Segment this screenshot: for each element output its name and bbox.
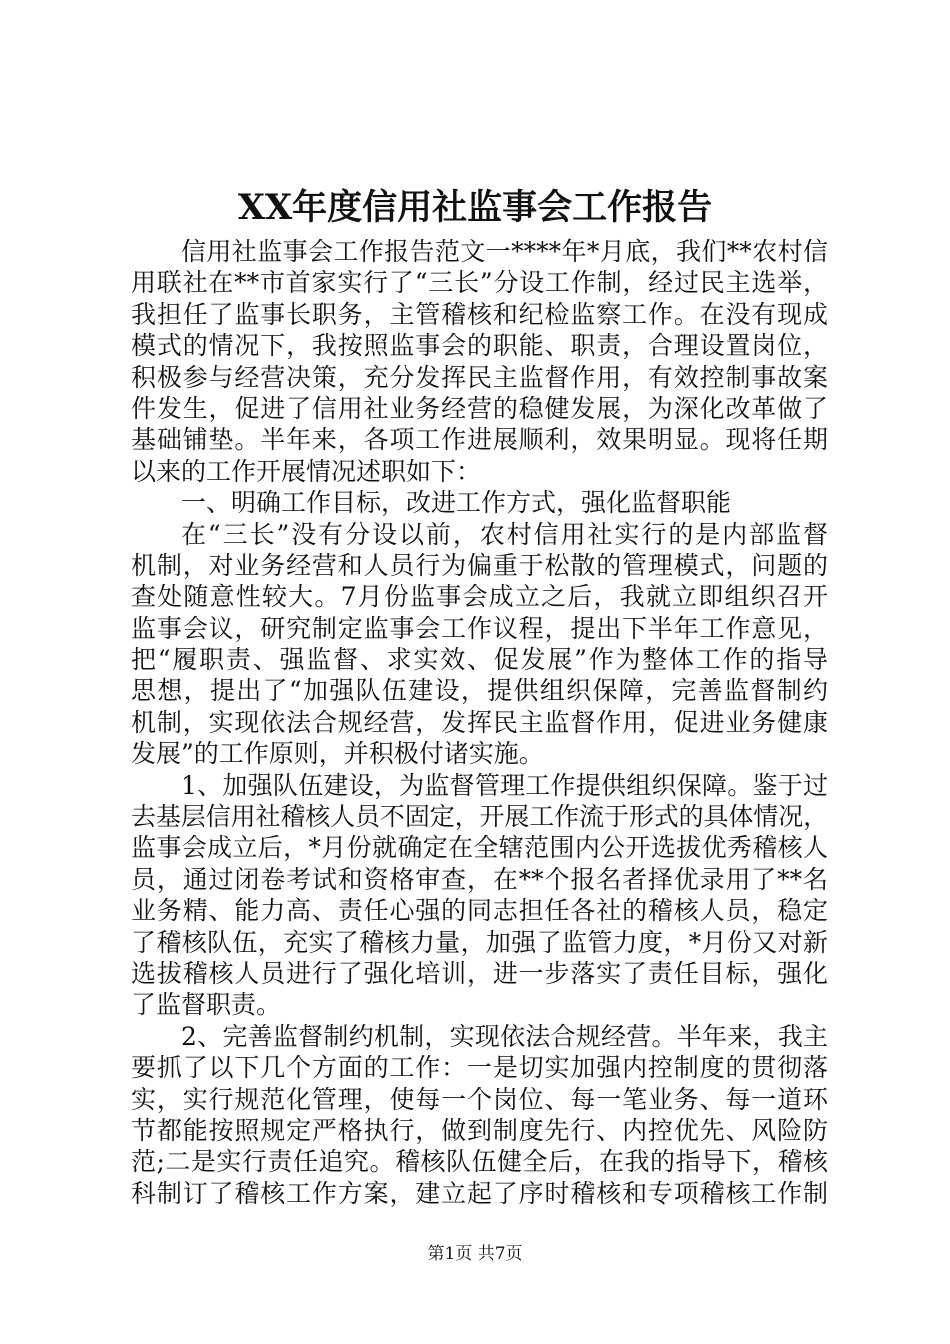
document-body (131, 236, 828, 1209)
text-line: 监事会成立后，*月份就确定在全辖范围内公开选拔优秀稽核人 (131, 833, 828, 863)
text-line: 选拔稽核人员进行了强化培训，进一步落实了责任目标，强化 (131, 958, 828, 988)
text-line: 积极参与经营决策，充分发挥民主监督作用，有效控制事故案 (131, 362, 828, 392)
text-line: 我担任了监事长职务，主管稽核和纪检监察工作。在没有现成 (131, 299, 828, 329)
text-line: 查处随意性较大。7月份监事会成立之后，我就立即组织召开 (131, 582, 828, 612)
text-line: 机制，实现依法合规经营，发挥民主监督作用，促进业务健康 (131, 707, 828, 737)
text-line: 机制，对业务经营和人员行为偏重于松散的管理模式，问题的 (131, 550, 828, 580)
text-line: 模式的情况下，我按照监事会的职能、职责，合理设置岗位， (131, 331, 828, 361)
text-line: 一、明确工作目标，改进工作方式，强化监督职能 (181, 488, 732, 518)
text-line: 2、完善监督制约机制，实现依法合规经营。半年来，我主 (181, 1021, 828, 1051)
text-line: 件发生，促进了信用社业务经营的稳健发展，为深化改革做了 (131, 393, 828, 423)
text-line: 信用社监事会工作报告范文一****年*月底，我们**农村信 (181, 237, 828, 266)
text-line: 把“履职责、强监督、求实效、促发展”作为整体工作的指导 (131, 645, 828, 675)
document-title: XX年度信用社监事会工作报告 (237, 187, 713, 228)
text-line: 去基层信用社稽核人员不固定，开展工作流于形式的具体情况， (131, 802, 828, 832)
text-line: 范;二是实行责任追究。稽核队伍健全后，在我的指导下，稽核 (131, 1147, 828, 1177)
page-footer: 第1页 共7页 (427, 1244, 523, 1264)
text-line: 业务精、能力高、责任心强的同志担任各社的稽核人员，稳定 (131, 896, 828, 926)
text-line: 员，通过闭卷考试和资格审查，在**个报名者择优录用了**名 (131, 864, 828, 894)
text-line: 思想，提出了“加强队伍建设，提供组织保障，完善监督制约 (131, 676, 828, 706)
text-line: 了监督职责。 (131, 990, 282, 1020)
text-line: 在“三长”没有分设以前，农村信用社实行的是内部监督 (181, 519, 828, 549)
text-line: 科制订了稽核工作方案，建立起了序时稽核和专项稽核工作制 (131, 1178, 828, 1208)
text-line: 监事会议，研究制定监事会工作议程，提出下半年工作意见， (131, 613, 828, 643)
text-line: 实，实行规范化管理，使每一个岗位、每一笔业务、每一道环 (131, 1084, 828, 1114)
text-line: 用联社在**市首家实行了“三长”分设工作制，经过民主选举， (131, 268, 828, 298)
text-line: 节都能按照规定严格执行，做到制度先行、内控优先、风险防 (131, 1115, 828, 1145)
text-line: 发展”的工作原则，并积极付诸实施。 (131, 739, 544, 769)
text-line: 基础铺垫。半年来，各项工作进展顺利，效果明显。现将任期 (131, 425, 828, 455)
text-line: 以来的工作开展情况述职如下： (131, 456, 482, 486)
text-line: 1、加强队伍建设，为监督管理工作提供组织保障。鉴于过 (181, 770, 828, 800)
text-line: 要抓了以下几个方面的工作：一是切实加强内控制度的贯彻落 (131, 1053, 828, 1083)
text-line: 了稽核队伍，充实了稽核力量，加强了监管力度，*月份又对新 (131, 927, 828, 957)
